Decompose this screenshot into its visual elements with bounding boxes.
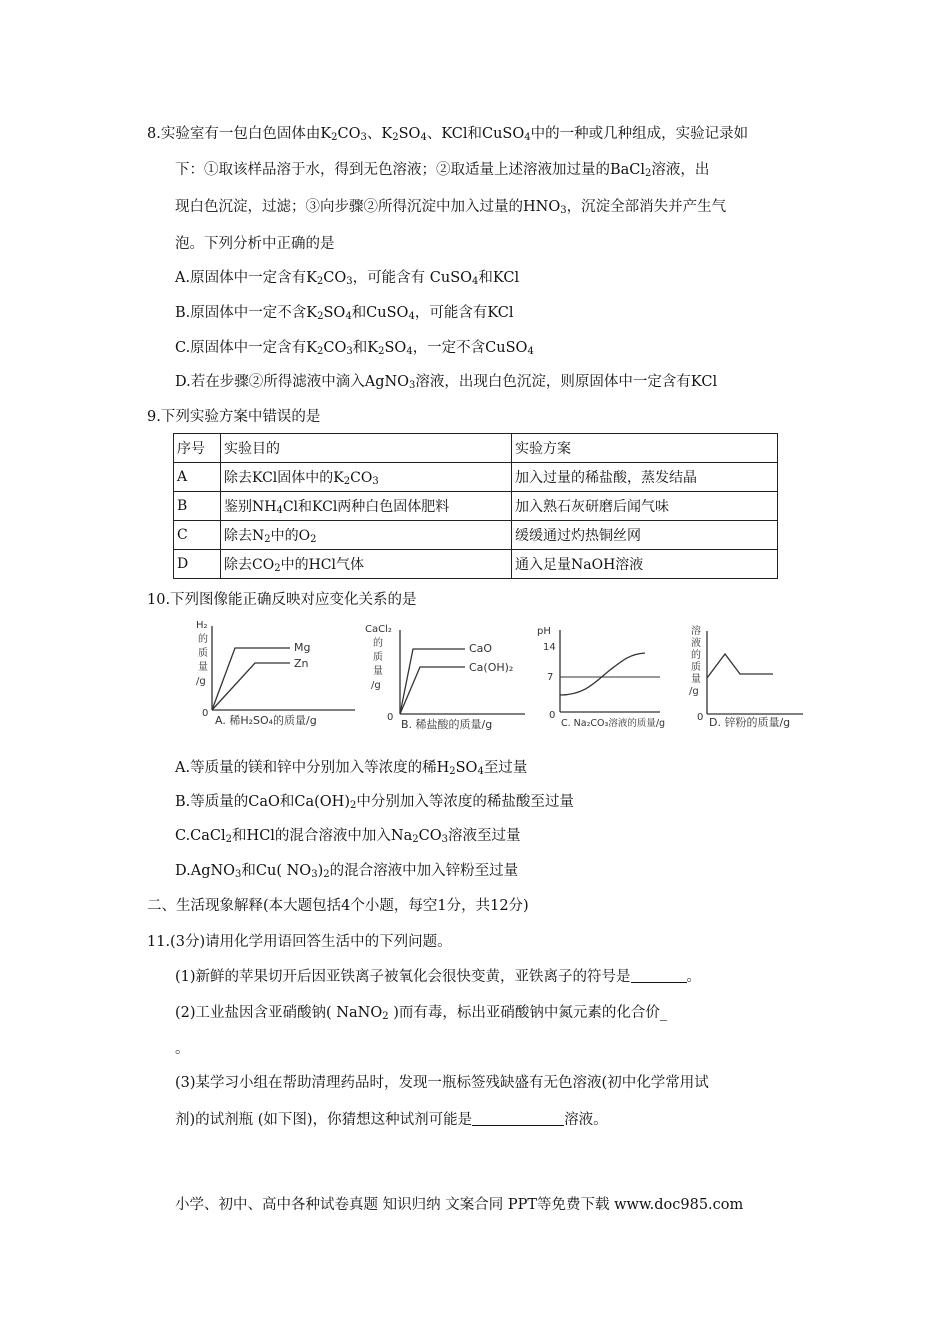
q11-part2: (2)工业盐因含亚硝酸钠( NaNO$_2$ )而有毒，标出亚硝酸钠中氮元素的化合价_ — [175, 1005, 668, 1022]
section-2-heading: 二、生活现象解释(本大题包括4个小题，每空1分，共12分) — [147, 898, 529, 914]
ylabel-b-2: 质 — [373, 652, 383, 663]
q8-option-a: A.原固体中一定含有$K_2CO_3$，可能含有 CuSO$_4$和KCl — [175, 270, 520, 287]
ylabel-a-0: H₂ — [196, 620, 208, 631]
ylabel-a-4: /g — [196, 676, 206, 687]
ylabel-d-5: /g — [689, 686, 699, 697]
origin-a: 0 — [202, 708, 209, 719]
table-row — [174, 550, 778, 579]
caoh2-curve — [400, 667, 465, 714]
cao-curve — [400, 649, 465, 714]
q10-stem: 10.下列图像能正确反映对应变化关系的是 — [147, 592, 417, 608]
q10-option-d: D.AgNO$_3$和Cu( $NO_3)_2$的混合溶液中加入锌粉至过量 — [175, 863, 519, 880]
xlabel-a: A. 稀H₂SO₄的质量/g — [215, 714, 317, 727]
series-label-mg: Mg — [294, 641, 311, 654]
graph-b-svg — [365, 622, 535, 737]
q11-stem: 11.(3分)请用化学用语回答生活中的下列问题。 — [147, 934, 452, 950]
q10-option-c: C.CaCl$_2$和HCl的混合溶液中加入$Na_2CO_3$溶液至过量 — [175, 828, 521, 845]
ylabel-b-3: 量 — [373, 666, 383, 677]
ph-curve — [560, 653, 645, 695]
row-goal: 除去KCl固体中的$K_2CO_3$ — [221, 463, 512, 492]
ylabel-b-1: 的 — [373, 638, 383, 649]
q10-option-b: B.等质量的CaO和$Ca(OH)_2$中分别加入等浓度的稀盐酸至过量 — [175, 794, 574, 811]
graph-c — [535, 622, 685, 737]
q10-option-a: A.等质量的镁和锌中分别加入等浓度的稀$H_2SO_4$至过量 — [175, 760, 528, 777]
graph-a — [190, 618, 360, 733]
header-goal: 实验目的 — [221, 434, 512, 463]
ylabel-c: pH — [537, 626, 551, 637]
xlabel-b: B. 稀盐酸的质量/g — [401, 718, 493, 731]
ylabel-d-0: 溶 — [691, 626, 701, 637]
q8-stem-line2: 下：①取该样品溶于水，得到无色溶液；②取适量上述溶液加过量的BaCl$_2$溶液，出 — [175, 162, 710, 179]
q11-part3-line1: (3)某学习小组在帮助清理药品时，发现一瓶标签残缺盛有无色溶液(初中化学常用试 — [175, 1075, 709, 1091]
answer-blank-1[interactable] — [631, 968, 687, 983]
origin-b: 0 — [387, 712, 394, 723]
mg-curve — [212, 648, 290, 710]
ytick-14: 14 — [543, 642, 556, 653]
series-label-caoh2: Ca(OH)₂ — [469, 661, 514, 674]
ylabel-a-1: 的 — [198, 634, 208, 645]
row-plan: 加入熟石灰研磨后闻气味 — [512, 492, 778, 521]
table-row — [174, 463, 778, 492]
ylabel-d-4: 量 — [691, 674, 701, 685]
xlabel-c: C. Na₂CO₃溶液的质量/g — [561, 718, 666, 729]
q8-stem-line3: 现白色沉淀，过滤；③向步骤②所得沉淀中加入过量的$HNO_3$，沉淀全部消失并产生气 — [175, 199, 727, 216]
origin-c: 0 — [549, 710, 556, 721]
header-index: 序号 — [174, 434, 221, 463]
page-footer: 小学、初中、高中各种试卷真题 知识归纳 文案合同 PPT等免费下载 www.doc985.com — [175, 1197, 744, 1213]
origin-d: 0 — [697, 712, 704, 723]
ylabel-d-1: 液 — [691, 638, 701, 649]
graph-d-svg — [685, 626, 810, 736]
solution-mass-curve — [707, 654, 773, 678]
q8-stem-line1: 8.实验室有一包白色固体由$K_2CO_3$、$K_2SO_4$、KCl和CuSO$_4$中的一种或几种组成，实验记录如 — [147, 126, 749, 143]
q11-part1: (1)新鲜的苹果切开后因亚铁离子被氧化会很快变黄，亚铁离子的符号是 。 — [175, 969, 702, 985]
q8-option-b: B.原固体中一定不含$K_2SO_4$和CuSO$_4$，可能含有KCl — [175, 305, 514, 322]
table-row — [174, 492, 778, 521]
series-label-cao: CaO — [469, 642, 493, 655]
zn-curve — [212, 663, 290, 710]
table-row — [174, 521, 778, 550]
answer-blank-3[interactable] — [472, 1111, 564, 1126]
graph-b — [365, 622, 535, 737]
row-goal: 除去$N_2$中的$O_2$ — [221, 521, 512, 550]
q11-part2-end: 。 — [175, 1041, 190, 1057]
q8-option-c: C.原固体中一定含有$K_2CO_3$和$K_2SO_4$，一定不含CuSO$_4$ — [175, 340, 534, 357]
header-plan: 实验方案 — [512, 434, 778, 463]
ylabel-b-0: CaCl₂ — [365, 624, 392, 635]
row-plan: 缓缓通过灼热铜丝网 — [512, 521, 778, 550]
graph-c-svg — [535, 622, 685, 737]
q9-table — [173, 433, 778, 579]
xlabel-d: D. 锌粉的质量/g — [709, 716, 791, 729]
ylabel-d-3: 质 — [691, 662, 701, 673]
row-plan: 通入足量NaOH溶液 — [512, 550, 778, 579]
ylabel-a-3: 量 — [198, 662, 208, 673]
graph-d — [685, 626, 810, 736]
ylabel-b-4: /g — [371, 680, 381, 691]
graph-a-svg — [190, 618, 360, 733]
q8-option-d: D.若在步骤②所得滤液中滴入AgNO$_3$溶液，出现白色沉淀，则原固体中一定含有KCl — [175, 374, 718, 391]
row-id: C — [174, 521, 221, 550]
ytick-7: 7 — [547, 672, 554, 683]
q11-part3-line2: 剂)的试剂瓶 (如下图)，你猜想这种试剂可能是 溶液。 — [175, 1112, 608, 1128]
q8-stem-line4: 泡。下列分析中正确的是 — [175, 236, 335, 252]
row-plan: 加入过量的稀盐酸，蒸发结晶 — [512, 463, 778, 492]
q9-stem: 9.下列实验方案中错误的是 — [147, 409, 321, 425]
ylabel-d-2: 的 — [691, 650, 701, 661]
row-goal: 鉴别$NH_4Cl$和KCl两种白色固体肥料 — [221, 492, 512, 521]
ylabel-a-2: 质 — [198, 648, 208, 659]
row-goal: 除去$CO_2$中的HCl气体 — [221, 550, 512, 579]
row-id: B — [174, 492, 221, 521]
series-label-zn: Zn — [294, 657, 309, 670]
row-id: A — [174, 463, 221, 492]
table-header-row — [174, 434, 778, 463]
row-id: D — [174, 550, 221, 579]
